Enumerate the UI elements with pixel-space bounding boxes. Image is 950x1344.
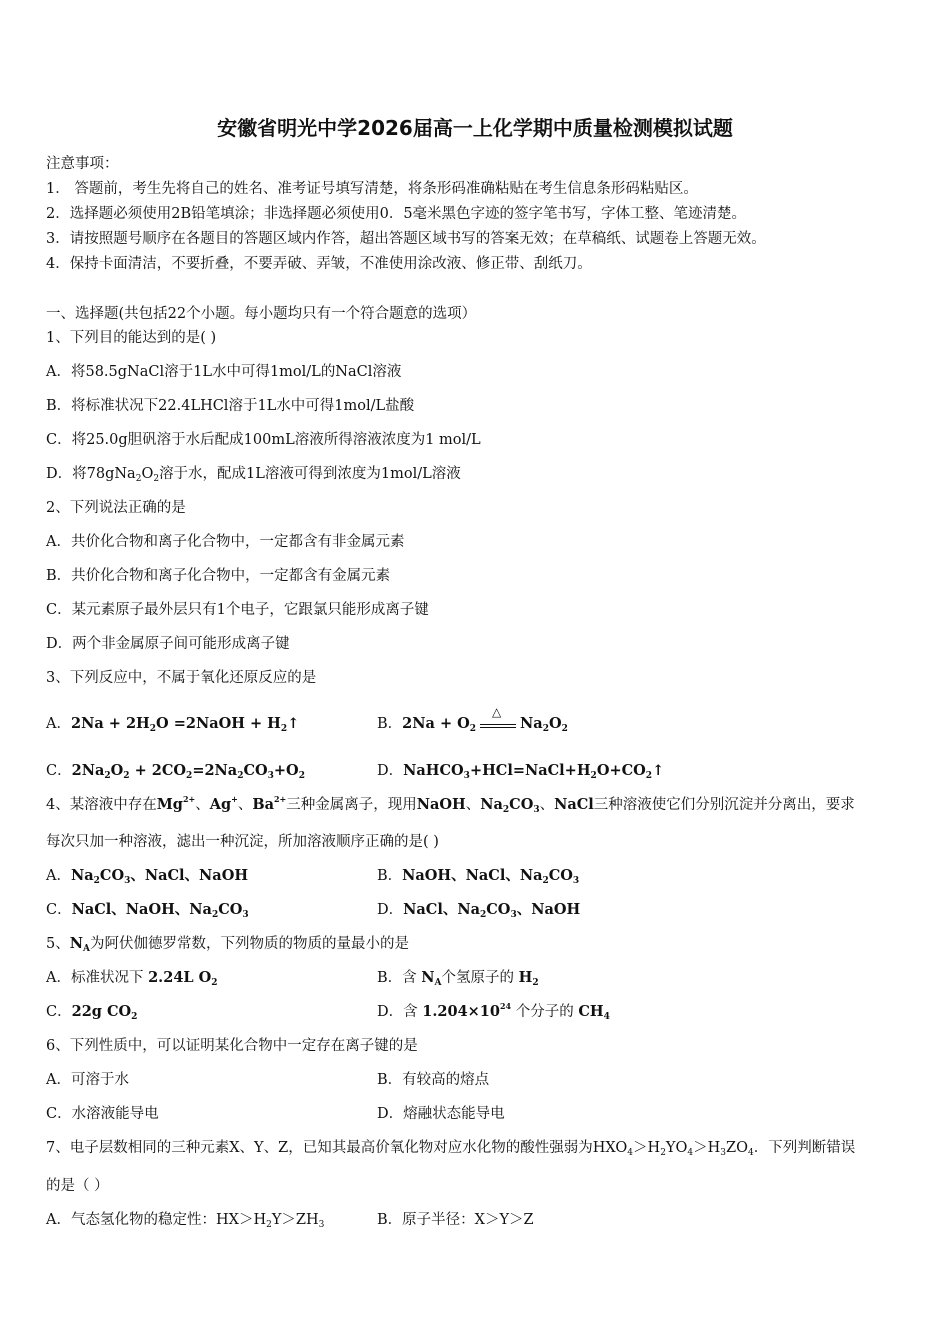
q3-option-a: A．$2Na + 2H_2O$ =2NaOH + $H_2↑$ [46,715,300,734]
q6-stem: 6、下列性质中，可以证明某化合物中一定存在离子键的是 [46,1038,418,1054]
q1-stem: 1、下列目的能达到的是( ) [46,330,217,346]
q7-stem-line2: 的是（ ） [46,1178,109,1194]
q2-option-d: D．两个非金属原子间可能形成离子键 [46,636,290,652]
q5-option-c: C．22g $CO_2$ [46,1003,138,1022]
q4-option-c: C．NaCl、NaOH、$Na_2CO_3$ [46,901,249,920]
q6-option-b: B．有较高的熔点 [377,1072,490,1088]
q3-stem: 3、下列反应中，不属于氧化还原反应的是 [46,670,317,686]
page-title: 安徽省明光中学2026届高一上化学期中质量检测模拟试题 [217,116,733,140]
q5-option-b: B．含 $N_A$个氢原子的 $H_2$ [377,969,539,988]
section-heading: 一、选择题(共包括22个小题。每小题均只有一个符合题意的选项） [46,306,477,322]
notice-heading: 注意事项： [46,156,119,172]
q2-option-c: C．某元素原子最外层只有1个电子，它跟氯只能形成离子键 [46,602,429,618]
q7-option-b: B．原子半径：X＞Y＞Z [377,1212,534,1228]
q5-stem: 5、$N_A$为阿伏伽德罗常数，下列物质的物质的量最小的是 [46,935,409,954]
q4-option-d: D．NaCl、$Na_2CO_3$、NaOH [377,901,581,920]
q4-option-a: A．$Na_2CO_3$、NaCl、NaOH [46,867,249,886]
q1-option-c: C．将25.0g胆矾溶于水后配成100mL溶液所得溶液浓度为1 mol/L [46,432,481,448]
q4-stem-line2: 每次只加一种溶液，滤出一种沉淀，所加溶液顺序正确的是( ) [46,834,439,850]
q7-stem: 7、电子层数相同的三种元素X、Y、Z，已知其最高价氧化物对应水化物的酸性强弱为$HXO_4>H_2YO_4>H_3ZO_4$．下列判断错误 [46,1140,856,1158]
q4-option-b: B．NaOH、NaCl、$Na_2CO_3$ [377,867,580,886]
q6-option-d: D．熔融状态能导电 [377,1106,505,1122]
q1-option-d: D．将$78gNa_2O_2$溶于水，配成1L溶液可得到浓度为1mol/L溶液 [46,466,461,484]
q2-stem: 2、下列说法正确的是 [46,500,186,516]
q2-option-a: A．共价化合物和离子化合物中，一定都含有非金属元素 [46,534,405,550]
notice-item-4: 4．保持卡面清洁，不要折叠，不要弄破、弄皱，不准使用涂改液、修正带、刮纸刀。 [46,256,592,272]
q4-stem: 4、某溶液中存在$Mg^{2+}$、Ag+、$Ba^{2+}$三种金属离子，现用NaOH、$Na_2CO_3$、NaCl三种溶液使它们分别沉淀并分离出，要求 [46,794,855,815]
q1-option-b: B．将标准状况下22.4LHCl溶于1L水中可得1mol/L盐酸 [46,398,415,414]
q5-option-a: A．标准状况下 2.24L $O_2$ [46,969,218,988]
q6-option-c: C．水溶液能导电 [46,1106,159,1122]
q3-option-c: C．$2Na_2O_2 + 2CO_2=2Na_2CO_3+O_2$ [46,762,305,781]
heating-condition-icon: △ [480,717,516,731]
q1-option-a: A．将58.5gNaCl溶于1L水中可得1mol/L的NaCl溶液 [46,364,402,380]
q3-option-b: B．$2Na + O_2$ △ $Na_2O_2$ [377,705,568,734]
q3-option-d: D．$NaHCO_3+HCl=NaCl+H_2O+CO_2↑$ [377,762,665,781]
notice-item-3: 3．请按照题号顺序在各题目的答题区域内作答，超出答题区域书写的答案无效；在草稿纸、试题卷上答题无效。 [46,231,766,247]
q2-option-b: B．共价化合物和离子化合物中，一定都含有金属元素 [46,568,391,584]
q5-option-d: D．含 $1.204\times 10^{24}$ 个分子的 $CH_4$ [377,1001,610,1022]
q6-option-a: A．可溶于水 [46,1072,129,1088]
notice-item-1: 1． 答题前，考生先将自己的姓名、准考证号填写清楚，将条形码准确粘贴在考生信息条形码粘贴区。 [46,181,698,197]
q7-option-a: A．气态氢化物的稳定性：$HX>H_2Y>ZH_3$ [46,1212,325,1230]
notice-item-2: 2．选择题必须使用2B铅笔填涂；非选择题必须使用0．5毫米黑色字迹的签字笔书写，字体工整、笔迹清楚。 [46,206,747,222]
